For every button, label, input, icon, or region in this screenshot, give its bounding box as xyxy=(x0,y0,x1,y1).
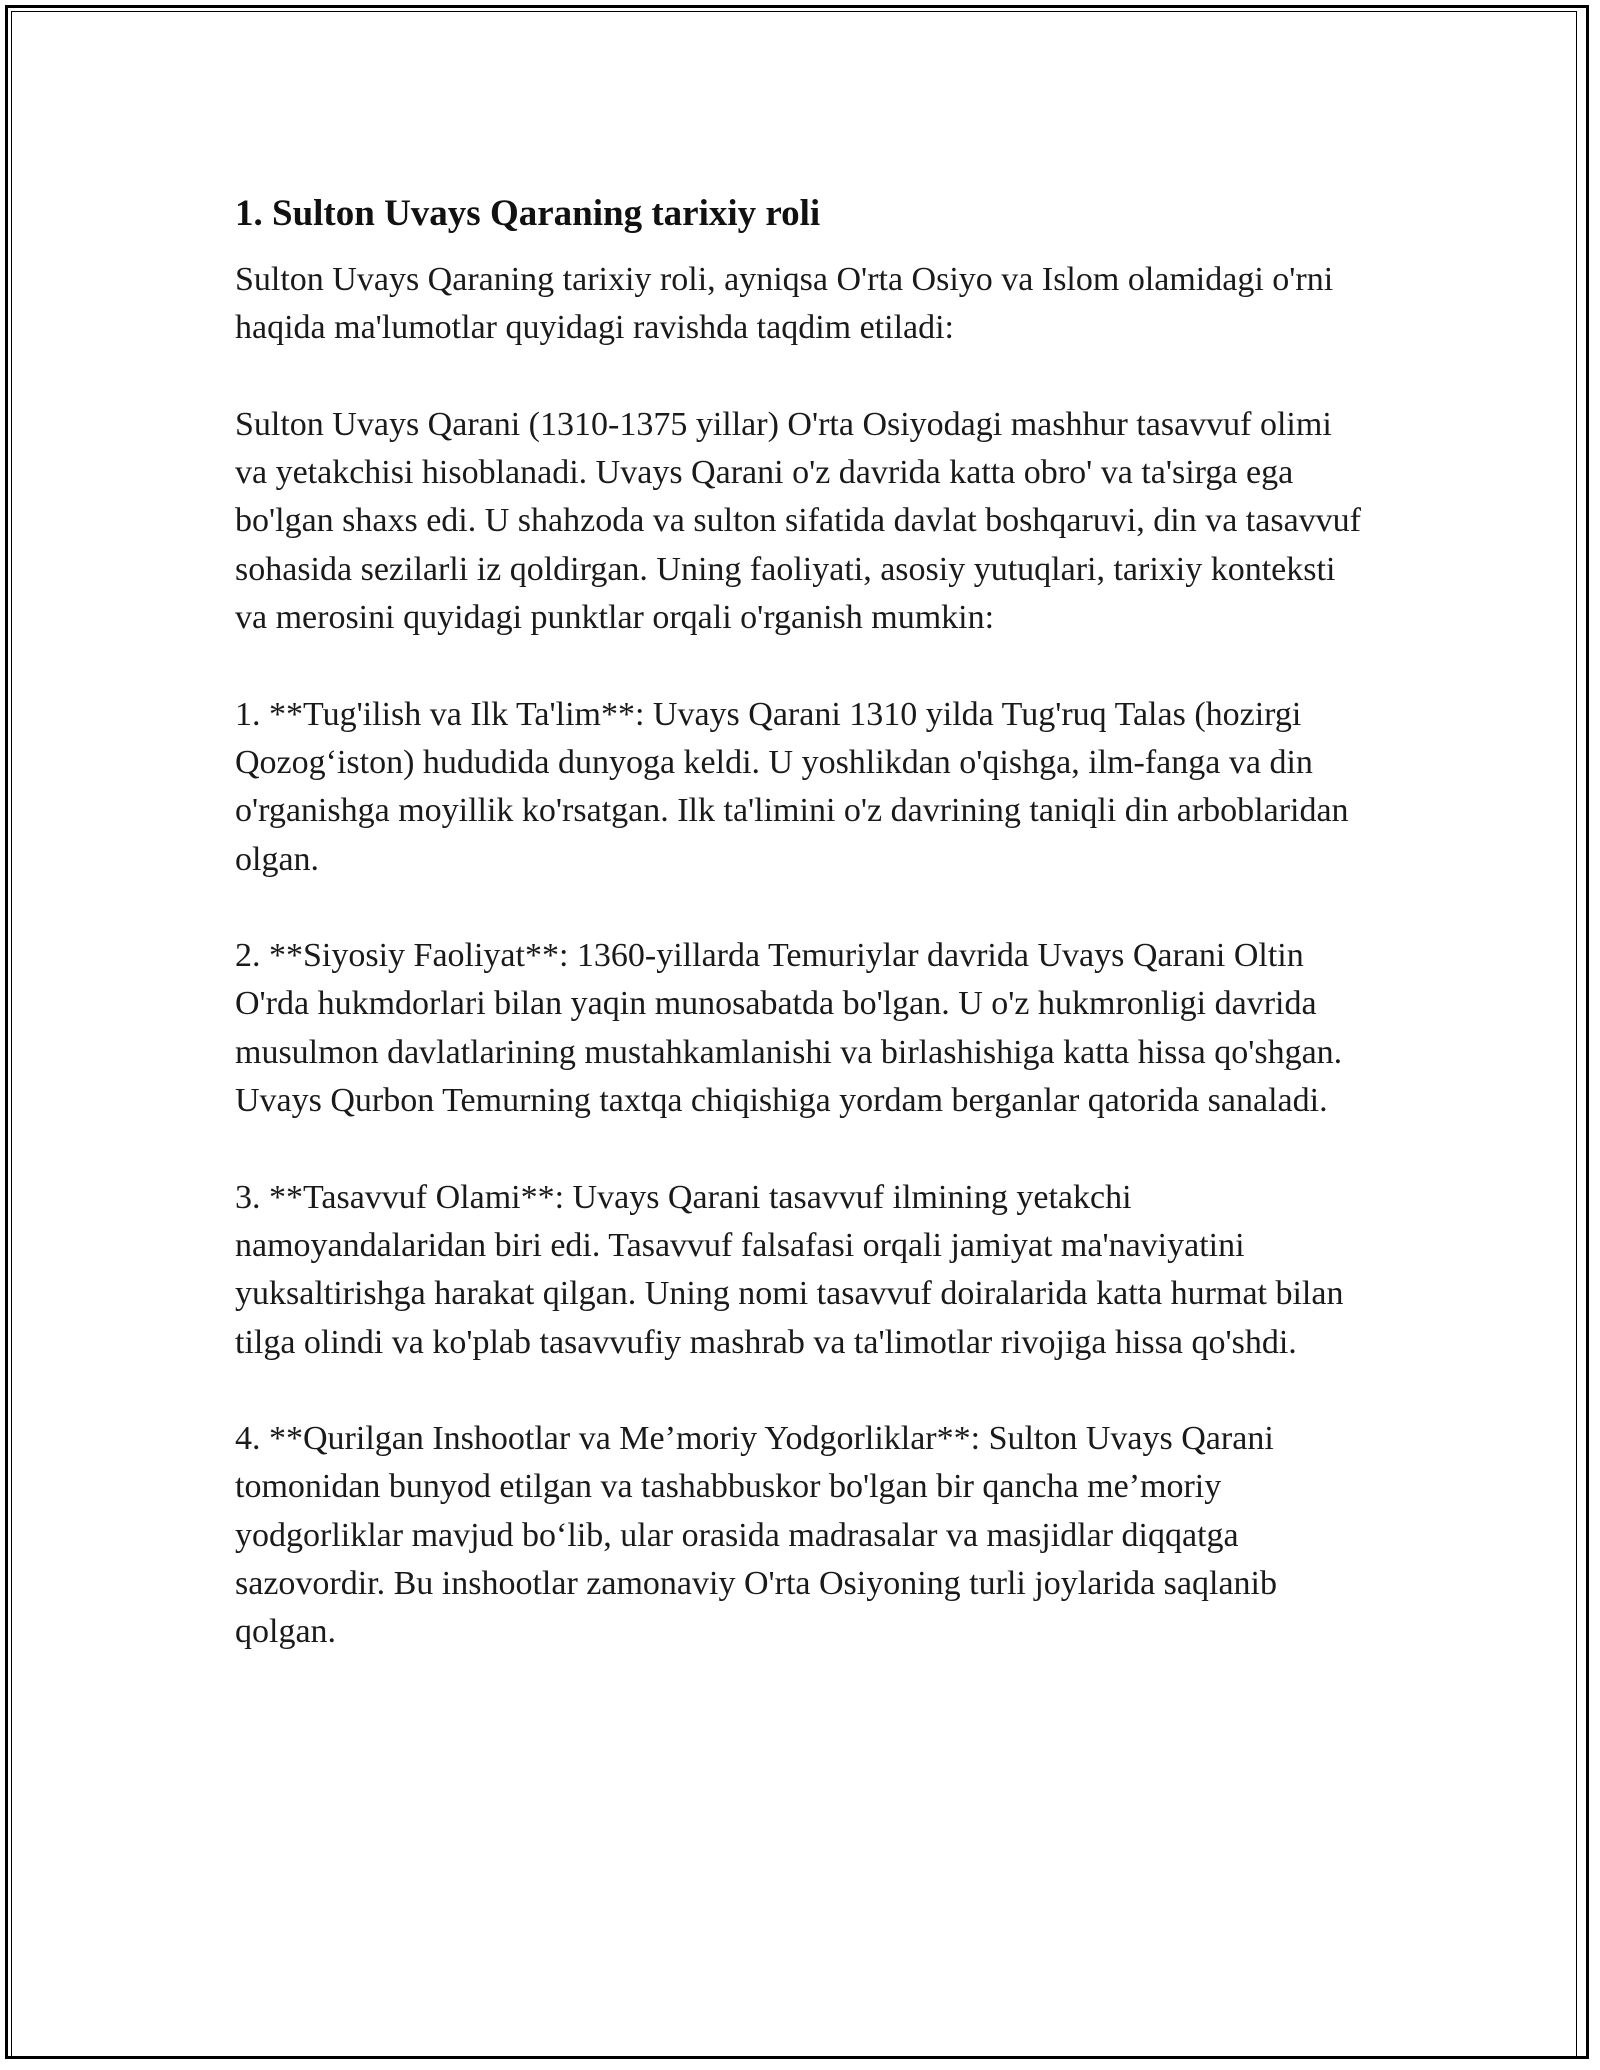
point-birth-education: 1. **Tug'ilish va Ilk Ta'lim**: Uvays Qarani 1310 yilda Tug'ruq Talas (hozirgi Qozog‘iston) hududida dunyoga keldi. U yoshlikdan o'qishga, ilm-fanga va din o'rganishga moyillik ko'rsatgan. Ilk ta'limini o'z davrining taniqli din arboblaridan olgan. xyxy=(235,695,1349,878)
section-heading: 1. Sulton Uvays Qaraning tarixiy roli xyxy=(235,193,821,234)
overview-paragraph: Sulton Uvays Qarani (1310-1375 yillar) O'rta Osiyodagi mashhur tasavvuf olimi va yetakchisi hisoblanadi. Uvays Qarani o'z davrida katta obro' va ta'sirga ega bo'lgan shaxs edi. U shahzoda va sulton sifatida davlat boshqaruvi, din va tasavvuf sohasida sezilarli iz qoldirgan. Uning faoliyati, asosiy yutuqlari, tarixiy konteksti va merosini quyidagi punktlar orqali o'rganish mumkin: xyxy=(235,405,1361,637)
point-sufism: 3. **Tasavvuf Olami**: Uvays Qarani tasavvuf ilmining yetakchi namoyandalaridan biri edi. Tasavvuf falsafasi orqali jamiyat ma'naviyatini yuksaltirishga harakat qilgan. Uning nomi tasavvuf doiralarida katta hurmat bilan tilga olindi va ko'plab tasavvufiy mashrab va ta'limotlar rivojiga hissa qo'shdi. xyxy=(235,1178,1344,1361)
point-political-activity: 2. **Siyosiy Faoliyat**: 1360-yillarda Temuriylar davrida Uvays Qarani Oltin O'rda hukmdorlari bilan yaqin munosabatda bo'lgan. U o'z hukmronligi davrida musulmon davlatlarining mustahkamlanishi va birlashishiga katta hissa qo'shgan. Uvays Qurbon Temurning taxtqa chiqishiga yordam berganlar qatorida sanaladi. xyxy=(235,937,1343,1120)
point-architecture: 4. **Qurilgan Inshootlar va Me’moriy Yodgorliklar**: Sulton Uvays Qarani tomonidan bunyod etilgan va tashabbuskor bo'lgan bir qancha me’moriy yodgorliklar mavjud bo‘lib, ular orasida madrasalar va masjidlar diqqatga sazovordir. Bu inshootlar zamonaviy O'rta Osiyoning turli joylarida saqlanib qolgan. xyxy=(235,1420,1277,1651)
intro-paragraph: Sulton Uvays Qaraning tarixiy roli, ayniqsa O'rta Osiyo va Islom olamidagi o'rni haqida ma'lumotlar quyidagi ravishda taqdim etiladi: xyxy=(235,261,1334,347)
document-body xyxy=(235,188,1365,1705)
